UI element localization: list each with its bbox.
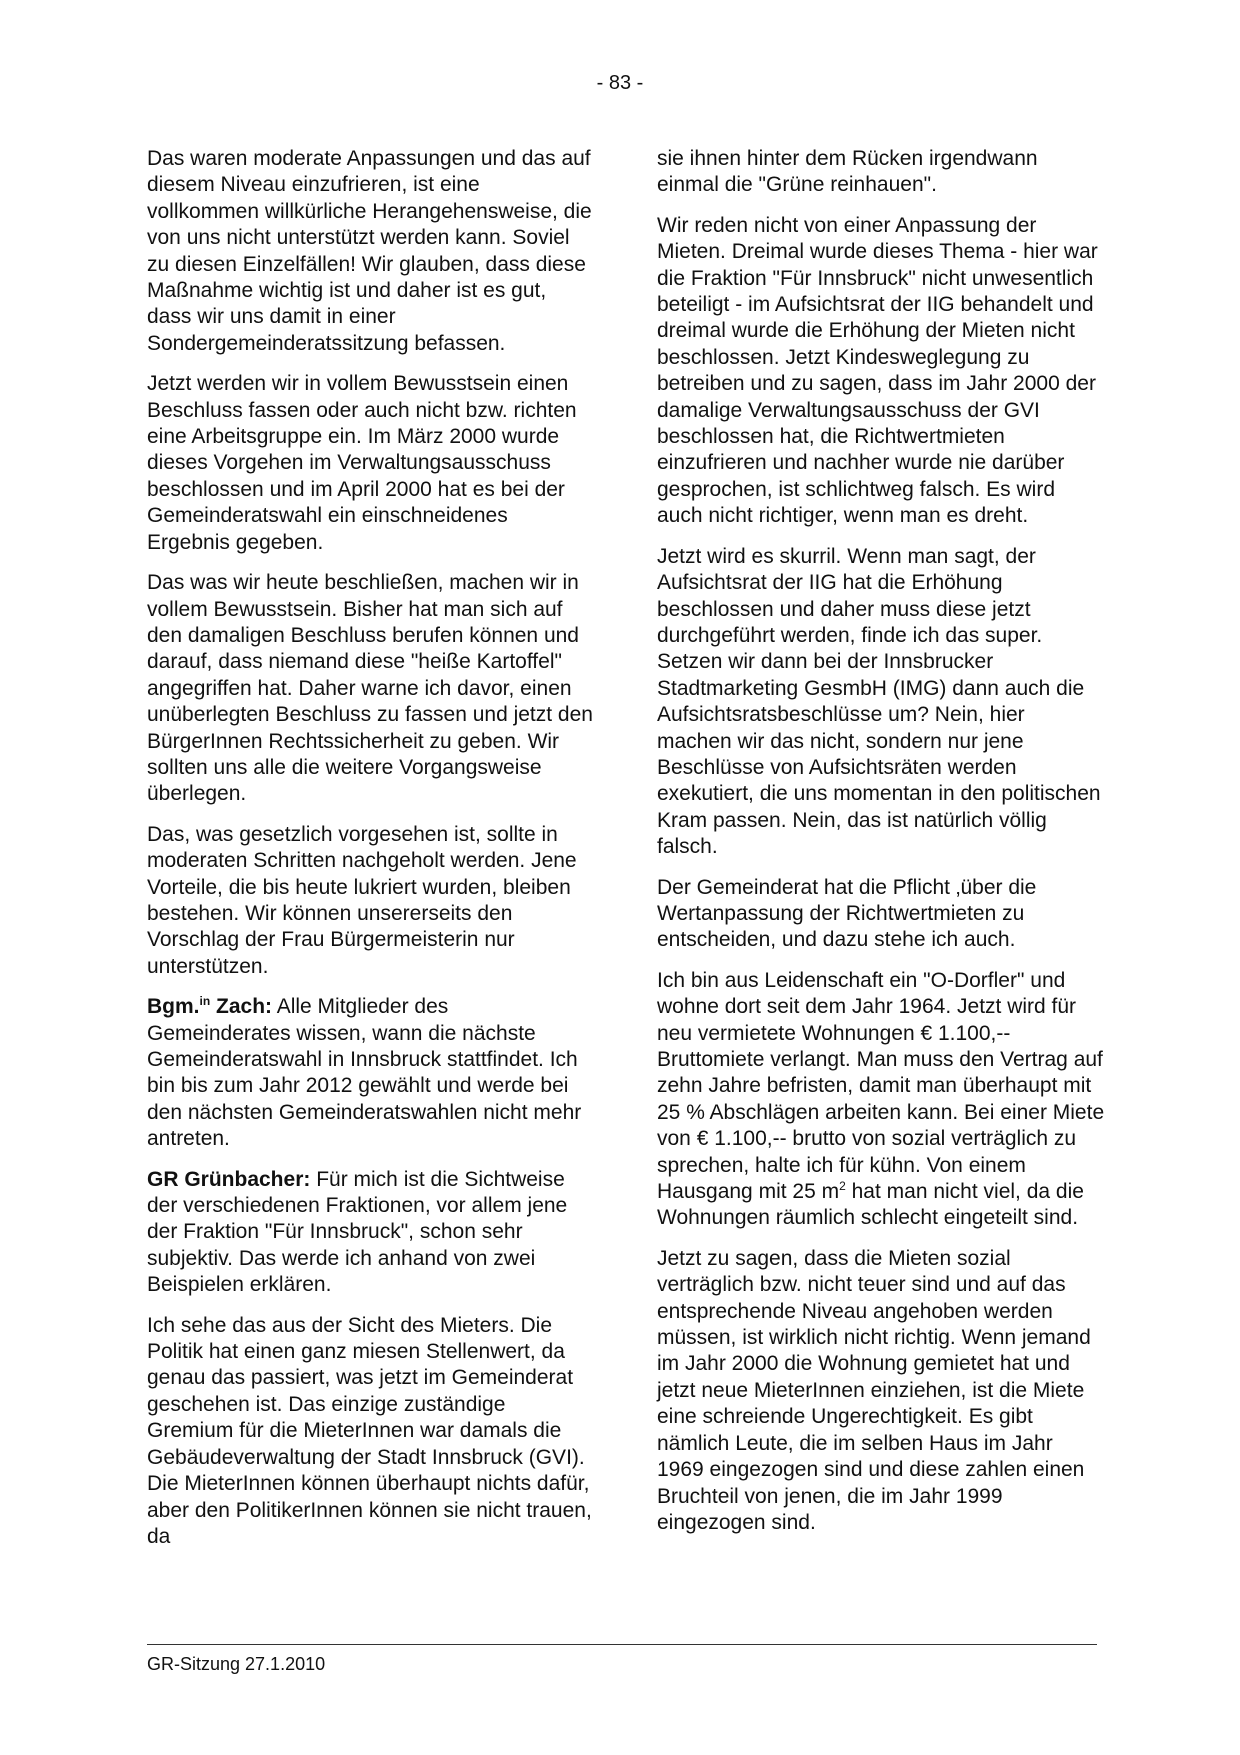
speaker-name [147,995,272,1018]
speaker-surname: Zach: [210,995,273,1019]
paragraph: Das, was gesetzlich vorgesehen ist, sollte in moderaten Schritten nachgeholt werden. Jene Vorteile, die bis heute lukriert wurden, bleiben bestehen. Wir können unsererseits den Vorschlag der Frau Bürgermeisterin nur unterstützen. [147,822,577,978]
paragraph: Das waren moderate Anpassungen und das auf diesem Niveau einzufrieren, ist eine vollkommen willkürliche Herangehensweise, die von uns nicht unterstützt werden kann. Soviel zu diesen Einzelfällen! Wir glauben, dass diese Maßnahme wichtig ist und daher ist es gut, dass wir uns damit in einer Sondergemeinderatssitzung befassen. [147,147,592,355]
left-column [147,146,595,1564]
speech-text: Für mich ist die Sichtweise der verschiedenen Fraktionen, vor allem jene der Fraktion "Für Innsbruck", schon sehr subjektiv. Das werde ich anhand von zwei Beispielen erklären. [147,1167,568,1297]
speaker-name: GR Grünbacher: [147,1167,311,1191]
paragraph: Der Gemeinderat hat die Pflicht ‚über die Wertanpassung der Richtwertmieten zu entscheiden, und dazu stehe ich auch. [657,875,1037,952]
paragraph: Jetzt wird es skurril. Wenn man sagt, der Aufsichtsrat der IIG hat die Erhöhung beschlossen und daher muss diese jetzt durchgeführt werden, finde ich das super. Setzen wir dann bei der Innsbrucker Stadtmarketing GesmbH (IMG) dann auch die Aufsichtsratsbeschlüsse um? Nein, hier machen wir das nicht, sondern nur jene Beschlüsse von Aufsichtsräten werden exekutiert, die uns momentan in den politischen Kram passen. Nein, das ist natürlich völlig falsch. [657,544,1101,859]
page-number: - 83 - [596,72,644,94]
paragraph: Ich sehe das aus der Sicht des Mieters. Die Politik hat einen ganz miesen Stellenwert, da genau das passiert, was jetzt im Gemeinderat geschehen ist. Das einzige zuständige Gremium für die MieterInnen war damals die Gebäudeverwaltung der Stadt Innsbruck (GVI). Die MieterInnen können überhaupt nichts dafür, aber den PolitikerInnen können sie nicht trauen, da [147,1313,592,1548]
paragraph [657,968,1105,1232]
speech-paragraph [147,994,595,1152]
superscript: 2 [839,1179,846,1194]
speech-text: Alle Mitglieder des Gemeinderates wissen, wann die nächste Gemeinderatswahl in Innsbruck stattfindet. Ich bin bis zum Jahr 2012 gewählt und werde bei den nächsten Gemeinderatswahlen nicht mehr antreten. [147,995,582,1151]
paragraph-text: hat man nicht viel, da die Wohnungen räumlich schlecht eingeteilt sind. [657,1180,1084,1230]
paragraph: Das was wir heute beschließen, machen wir in vollem Bewusstsein. Bisher hat man sich auf den damaligen Beschluss berufen können und darauf, dass niemand diese "heiße Kartoffel" angegriffen hat. Daher warne ich davor, einen unüberlegten Beschluss zu fassen und jetzt den BürgerInnen Rechtssicherheit zu geben. Wir sollten uns alle die weitere Vorgangsweise überlegen. [147,571,593,806]
speaker-title: Bgm. [147,995,200,1019]
speaker-title-superscript: in [199,994,211,1009]
paragraph: Jetzt zu sagen, dass die Mieten sozial verträglich bzw. nicht teuer sind und auf das entsprechende Niveau angehoben werden müssen, ist wirklich nicht richtig. Wenn jemand im Jahr 2000 die Wohnung gemietet hat und jetzt neue MieterInnen einziehen, ist die Miete eine schreiende Ungerechtigkeit. Es gibt nämlich Leute, die im selben Haus im Jahr 1969 eingezogen sind und diese zahlen einen Bruchteil von jenen, die im Jahr 1999 eingezogen sind. [657,1246,1091,1534]
speech-paragraph [147,1167,595,1299]
paragraph: sie ihnen hinter dem Rücken irgendwann einmal die "Grüne reinhauen". [657,147,1038,197]
paragraph: Wir reden nicht von einer Anpassung der Mieten. Dreimal wurde dieses Thema - hier war die Fraktion "Für Innsbruck" nicht unwesentlich beteiligt - im Aufsichtsrat der IIG behandelt und dreimal wurde die Erhöhung der Mieten nicht beschlossen. Jetzt Kindesweglegung zu betreiben und zu sagen, dass im Jahr 2000 der damalige Verwaltungsausschuss der GVI beschlossen hat, die Richtwertmieten einzufrieren und nachher wurde nie darüber gesprochen, ist schlichtweg falsch. Es wird auch nicht richtiger, wenn man es dreht. [657,213,1098,528]
footer-divider [147,1644,1097,1645]
right-column [657,146,1105,1550]
paragraph: Jetzt werden wir in vollem Bewusstsein einen Beschluss fassen oder auch nicht bzw. richten eine Arbeitsgruppe ein. Im März 2000 wurde dieses Vorgehen im Verwaltungsausschuss beschlossen und im April 2000 hat es bei der Gemeinderatswahl ein einschneidenes Ergebnis gegeben. [147,372,577,554]
paragraph-text: Ich bin aus Leidenschaft ein "O-Dorfler" und wohne dort seit dem Jahr 1964. Jetzt wird für neu vermietete Wohnungen € 1.100,-- Bruttomiete verlangt. Man muss den Vertrag auf zehn Jahre befristen, damit man überhaupt mit 25 % Abschlägen arbeiten kann. Bei einer Miete von € 1.100,-- brutto von sozial verträglich zu sprechen, halte ich für kühn. Von einem Hausgang mit 25 m [657,968,1105,1204]
footer-text: GR-Sitzung 27.1.2010 [147,1654,326,1674]
